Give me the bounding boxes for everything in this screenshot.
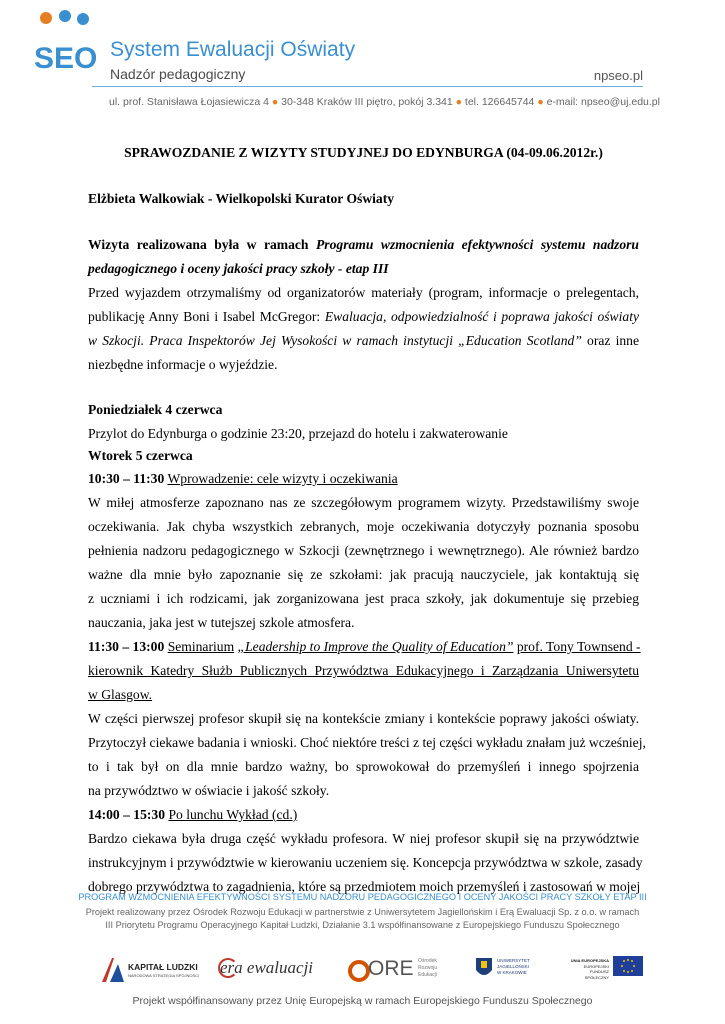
header-address xyxy=(109,96,660,108)
bullet-icon: ● xyxy=(537,96,544,108)
paragraph-line: z uczniami i ich rodzicami, jak zorganizowana jest praca szkoły, jak dokumentuje się przebieg xyxy=(88,591,639,606)
uj-crest-icon xyxy=(475,956,493,980)
address-email[interactable]: e-mail: npseo@uj.edu.pl xyxy=(546,96,660,108)
eu-flag-icon xyxy=(613,956,643,976)
paragraph-line: W miłej atmosferze zapoznano nas ze szczegółowym programem wizyty. Przedstawiliśmy swoje xyxy=(88,495,639,510)
eu-text: UNIA EUROPEJSKA EUROPEJSKI FUNDUSZ SPOŁECZNY xyxy=(570,958,609,980)
footer-line: III Priorytetu Programu Operacyjnego Kapitał Ludzki, Działanie 3.1 współfinansowane z Europejskiego Funduszu Społecznego xyxy=(105,920,620,930)
header-url[interactable]: npseo.pl xyxy=(593,68,643,83)
uj-text: UNIWERSYTET JAGIELLOŃSKI W KRAKOWIE xyxy=(497,958,530,975)
address-city: 30-348 Kraków III piętro, pokój 3.341 xyxy=(281,96,453,108)
header-title: System Ewaluacji Oświaty xyxy=(110,38,356,61)
paragraph-line: na przywództwo w oświacie i jakość szkoły. xyxy=(88,783,330,798)
address-phone: tel. 126645744 xyxy=(464,96,535,108)
paragraph-line: oczekiwania. Jak chyba wszystkich zebranych, moje oczekiwania dotyczyły poznania sposobu xyxy=(88,519,639,534)
intro-line: Przed wyjazdem otrzymaliśmy od organizatorów materiały (program, informacje o prelegentach, xyxy=(88,285,639,300)
session-3-heading: 14:00 – 15:30 Po lunchu Wykład (cd.) xyxy=(88,807,298,822)
footer-line: Projekt realizowany przez Ośrodek Rozwoju Edukacji w partnerstwie z Uniwersytetem Jagiellońskim i Erą Ewaluacji Sp. z o.o. w ramach xyxy=(85,907,640,917)
paragraph-line: nauczania, jaka jest w tutejszej szkole atmosfera. xyxy=(88,615,355,630)
paragraph-line: W części pierwszej profesor skupił się na kontekście zmiany i kontekście poprawy jakości oświaty. xyxy=(88,711,639,726)
kapital-ludzki-logo xyxy=(100,952,220,988)
session-2-line: kierownik Katedry Służb Publicznych Przywództwa Edukacyjnego i Zarządzania Uniwersytetu xyxy=(88,663,639,678)
intro-line: pedagogicznego i oceny jakości pracy szkoły - etap III xyxy=(88,261,389,276)
bullet-icon: ● xyxy=(455,96,462,108)
uj-logo xyxy=(475,954,560,984)
document-author: Elżbieta Walkowiak - Wielkopolski Kurator Oświaty xyxy=(88,191,395,206)
footer-cofinanced: Projekt współfinansowany przez Unię Europejską w ramach Europejskiego Funduszu Społecznego xyxy=(132,995,593,1007)
intro-line: publikację Anny Boni i Isabel McGregor: Ewaluacja, odpowiedzialność i poprawa jakości oświaty xyxy=(88,309,640,324)
paragraph-line: dobrego przywództwa to zagadnienia, które są przedmiotem moich przemyśleń i zastosowań w mojej xyxy=(88,879,641,894)
ore-logo xyxy=(348,952,448,988)
bullet-icon: ● xyxy=(271,96,279,108)
document-title: SPRAWOZDANIE Z WIZYTY STUDYJNEJ DO EDYNBURGA (04-09.06.2012r.) xyxy=(124,145,603,160)
session-1-heading: 10:30 – 11:30 Wprowadzenie: cele wizyty i oczekiwania xyxy=(88,471,398,486)
tuesday-heading: Wtorek 5 czerwca xyxy=(88,448,193,463)
kapital-ludzki-icon xyxy=(100,954,126,984)
header-divider xyxy=(92,86,643,87)
paragraph-line: to i tak był on dla mnie bardzo ważny, bo sprowokował do przemyśleń i innego spojrzenia xyxy=(88,759,639,774)
ore-text: ORE xyxy=(368,957,414,980)
kl-title: KAPITAŁ LUDZKI xyxy=(128,962,198,972)
seo-logo xyxy=(34,10,96,98)
paragraph-line: pełnienia nadzoru pedagogicznego w Szkocji (zewnętrznego i wewnętrznego). Ale również bardzo xyxy=(88,543,639,558)
era-ewaluacji-logo: era ewaluacji xyxy=(220,958,314,977)
era-swoosh-icon xyxy=(218,958,238,978)
session-2-heading: 11:30 – 13:00 Seminarium „Leadership to Improve the Quality of Education” prof. Tony Townsend - xyxy=(88,639,641,654)
footer-program: PROGRAM WZMOCNIENIA EFEKTYWNOŚCI SYSTEMU NADZORU PEDAGOGICZNEGO I OCENY JAKOŚCI PRACY SZKOŁY ETAP III xyxy=(78,892,647,902)
eu-logo xyxy=(565,956,645,982)
paragraph-line: ważne dla mnie było zapoznanie się ze szkołami: jak pracują nauczyciele, jak kontaktują się xyxy=(88,567,639,582)
logo-text: SEO xyxy=(34,42,96,75)
monday-heading: Poniedziałek 4 czerwca xyxy=(88,402,223,417)
intro-line: Wizyta realizowana była w ramach Programu wzmocnienia efektywności systemu nadzoru xyxy=(88,237,639,252)
paragraph-line: Przytoczył ciekawe badania i wnioski. Choć niektóre treści z tej części wykładu znałam już wcześniej, xyxy=(88,735,646,750)
header-subtitle: Nadzór pedagogiczny xyxy=(110,66,246,82)
paragraph-line: instrukcyjnym i przywództwie w kierowaniu uczeniem się. Koncepcja przywództwa w szkole, zasady xyxy=(88,855,643,870)
session-2-line: w Glasgow. xyxy=(88,687,153,702)
address-street: ul. prof. Stanisława Łojasiewicza 4 xyxy=(109,96,269,108)
ore-sub: Ośrodek Rozwoju Edukacji xyxy=(418,958,438,978)
kl-sub: NARODOWA STRATEGIA SPÓJNOŚCI xyxy=(128,973,200,978)
paragraph-line: Bardzo ciekawa była druga część wykładu profesora. W niej profesor skupił się na przywództwie xyxy=(88,831,639,846)
ore-circle-icon xyxy=(348,960,370,982)
intro-line: w Szkocji. Praca Inspektorów Jej Wysokości w ramach instytucji „Education Scotland” oraz inne xyxy=(88,333,639,348)
intro-line: niezbędne informacje o wyjeździe. xyxy=(88,357,278,372)
monday-text: Przylot do Edynburga o godzinie 23:20, przejazd do hotelu i zakwaterowanie xyxy=(88,426,508,441)
